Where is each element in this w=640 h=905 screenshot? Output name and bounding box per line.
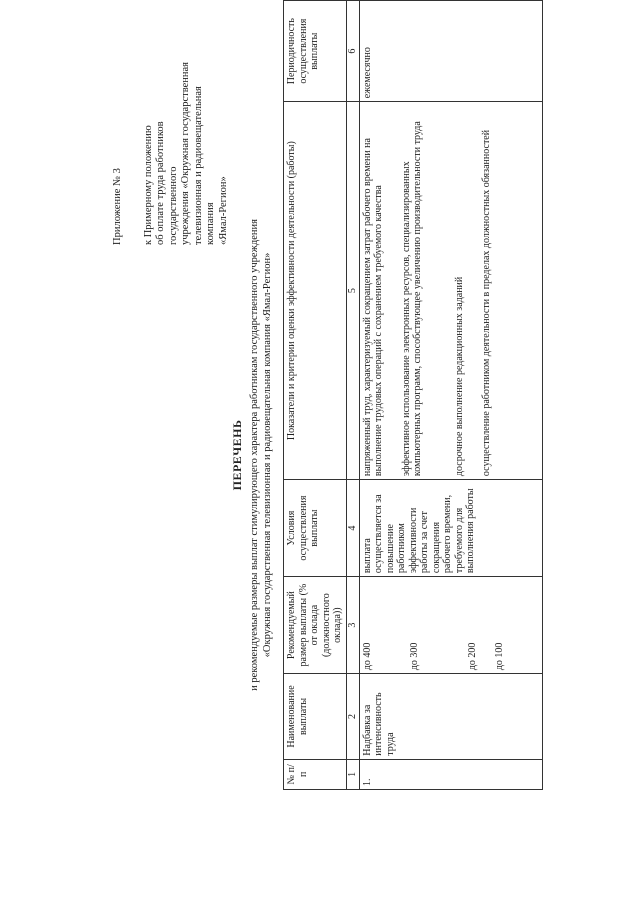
column-number: 4 [346,480,359,577]
header-name: Наименование выплаты [284,674,347,760]
row-number: 1. [359,759,542,789]
appendix-line: учреждения «Окружная государственная [180,62,191,245]
appendix-line: «Ямал-Регион» [217,176,229,245]
header-period: Периодичность осуществления выплаты [284,1,347,102]
payments-table [283,0,543,790]
header-criteria: Показатели и критерии оценки эффективности деятельности (работы) [284,102,347,480]
appendix-line: об оплате труда работников государственного [155,121,179,245]
column-number: 5 [346,102,359,480]
column-number: 6 [346,1,359,102]
header-number: № п/п [284,759,347,789]
header-amount: Рекомендуемый размер выплаты (% от оклада (должностного оклада)) [284,577,347,674]
amount-value: до 400 [361,642,373,671]
row-criteria [359,102,542,480]
appendix-number: Приложение № 3 [112,168,123,245]
row-payment-name: Надбавка за интенсивность труда [359,674,542,760]
document-subtitle-2: «Окружная государственная телевизионная и радиовещательная компания «Ямал-Регион» [261,252,273,658]
criterion-text: досрочное выполнение редакционных заданий [453,276,465,477]
row-condition: выплата осуществляется за повышение работником эффективности работы за счет сокращения рабочего времени, требуемого для выполнения работы [359,480,542,577]
column-number: 1 [346,759,359,789]
row-period: ежемесячно [359,1,542,102]
document-subtitle-1: и рекомендуемые размеры выплат стимулирующего характера работникам государственного учреждения [249,219,260,691]
document-heading [230,125,274,785]
criterion-text: напряженный труд, характеризуемый сокращением затрат рабочего времени на выполнение трудовых операций с сохранением требуемого качества [361,138,384,477]
amount-value: до 100 [494,642,505,671]
appendix-line: к Примерному положению [142,125,154,245]
row-amounts [359,577,542,674]
appendix-line: телевизионная и радиовещательная компания [192,86,216,245]
table-header-row [284,1,347,790]
document-title: ПЕРЕЧЕНЬ [230,419,244,491]
criterion-text: осуществление работником деятельности в пределах должностных обязанностей [481,129,492,477]
criterion-text: эффективное использование электронных ресурсов, специализированных компьютерных программ, способствующее увеличению производительности труда [400,121,423,477]
column-number: 2 [346,674,359,760]
column-number: 3 [346,577,359,674]
amount-value: до 200 [466,642,478,671]
column-number-row [346,1,359,790]
appendix-block [112,45,230,245]
header-conditions: Условия осуществления выплаты [284,480,347,577]
amount-value: до 300 [409,642,420,671]
table-row [359,1,542,790]
